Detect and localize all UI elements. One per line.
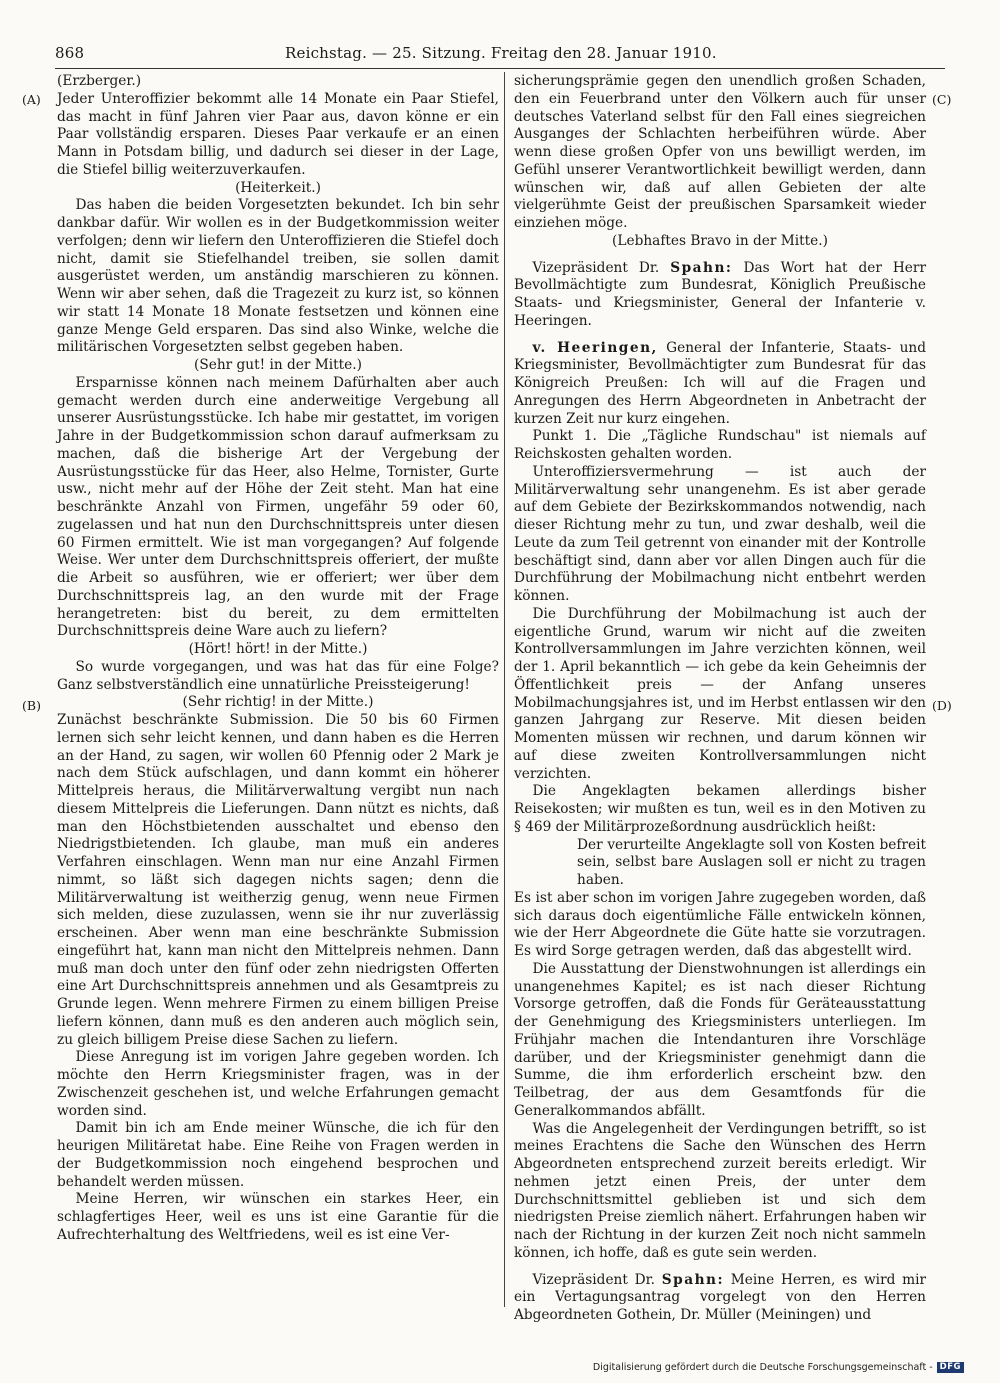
- speaker-label: (Erzberger.): [57, 73, 142, 89]
- left-column: [57, 73, 499, 1245]
- reaction: (Hört! hört! in der Mitte.): [188, 641, 368, 657]
- quotation: Der verurteilte Angeklagte soll von Kosten befreit sein, selbst bare Auslagen soll er nicht zu tragen haben.: [577, 836, 926, 888]
- paragraph: Unteroffiziersvermehrung — ist auch der Militärverwaltung sehr unangenehm. Es ist aber gerade auf dem Gebiete der Bezirkskommandos notwendig, nach dieser Richtung mehr zu tun, und zwar deshalb, weil die Leute da zum Teil getrennt von einander mit der Kontrolle beschäftigt sind, dann aber vor allen Dingen auch für die Durchführung der Mobilmachung nicht entbehrt werden können.: [514, 463, 926, 604]
- speaker-name: v. Heeringen,: [532, 339, 658, 356]
- speaker-title: Vizepräsident Dr.: [532, 259, 660, 276]
- paragraph: Damit bin ich am Ende meiner Wünsche, die ich für den heurigen Militäretat habe. Eine Reihe von Fragen werden in der Budgetkommission noch eingehend besprochen und behandelt werden müssen.: [57, 1120, 499, 1190]
- margin-marker-a: (A): [22, 92, 41, 107]
- speaker-text: Meine Herren, es wird mir ein Vertagungsantrag vorgelegt von den Herren Abgeordneten Gothein, Dr. Müller (Meiningen) und: [514, 1271, 927, 1323]
- speaker-paragraph: [514, 1272, 926, 1325]
- speaker-paragraph: [514, 260, 926, 331]
- page-number: 868: [55, 44, 85, 62]
- speaker-title: Vizepräsident Dr.: [532, 1271, 655, 1288]
- header-rule: [55, 68, 945, 69]
- speaker-name: Spahn:: [670, 259, 733, 276]
- paragraph: Es ist aber schon im vorigen Jahre zugegeben worden, daß sich daraus doch eigentümliche Fälle entwickeln können, wie der Herr Abgeordnete die Güte hatte sie vorzutragen. Es wird Sorge getragen werden, daß das abgestellt wird.: [514, 889, 926, 959]
- paragraph: Ersparnisse können nach meinem Dafürhalten aber auch gemacht werden durch eine anderweitige Vergebung all unserer Ausrüstungsstücke. Ich habe mir gestattet, im vorigen Jahre in der Budgetkommission schon darauf aufmerksam zu machen, daß die bisherige Art der Vergebung der Ausrüstungsstücke für das Heer, also Helme, Tornister, Gurte usw., nicht mehr auf der Höhe der Zeit steht. Man hat eine beschränkte Anzahl von Firmen, ungefähr 59 oder 60, zugelassen und hat nun den Durchschnittspreis unter diesen 60 Firmen ermittelt. Wie ist man vorgegangen? Auf folgende Weise. Wer unter dem Durchschnittspreis offeriert, der mußte die Arbeit so ausführen, wie er offeriert; wer über dem Durchschnittspreis lag, an den wurde mit der Frage herangetreten: bist du bereit, zu dem ermittelten Durchschnittspreis deine Ware auch zu liefern?: [57, 374, 499, 640]
- speaker-paragraph: [514, 340, 926, 429]
- digitization-footer: [593, 1362, 964, 1373]
- reaction: (Sehr richtig! in der Mitte.): [182, 694, 374, 711]
- margin-marker-d: (D): [932, 698, 952, 713]
- paragraph: Die Durchführung der Mobilmachung ist auch der eigentliche Grund, warum wir nicht auf die zweiten Kontrollversammlungen im Jahre verzichten können, weil der 1. April bekanntlich — ich gebe da kein Geheimnis der Öffentlichkeit preis — der Anfang unseres Mobilmachungsjahres ist, und im Herbst entlassen wir den ganzen Jahrgang zur Reserve. Mit diesen beiden Momenten müssen wir rechnen, und darum können wir auf diese zweiten Kontrollversammlungen nicht verzichten.: [514, 605, 926, 782]
- paragraph: Punkt 1. Die „Tägliche Rundschau" ist niemals auf Reichskosten gehalten worden.: [514, 428, 926, 462]
- paragraph: Die Ausstattung der Dienstwohnungen ist allerdings ein unangenehmes Kapitel; es ist nach dieser Richtung Vorsorge getroffen, daß die Fonds für Geräteausstattung der Genehmigung des Kriegsministers unterliegen. Im Frühjahr machen die Intendanturen ihre Vorschläge darüber, und der Kriegsminister genehmigt dann die Summe, die ihm erforderlich erscheint bzw. den Teilbetrag, der aus dem Gesamtfonds für die Generalkommandos abfällt.: [514, 960, 926, 1119]
- paragraph: Zunächst beschränkte Submission. Die 50 bis 60 Firmen lernen sich sehr leicht kennen, und dann haben es die Herren an der Hand, zu sagen, wir wollen 60 Pfennig oder 2 Mark je nach dem Stück aufschlagen, und dann kommt ein höherer Mittelpreis heraus, die Militärverwaltung vergibt nun nach diesem Mittelpreis die Lieferungen. Dann nützt es nichts, daß man den Höchstbietenden ausschaltet und ebenso den Niedrigstbietenden. Ich glaube, man muß ein anderes Verfahren einschlagen. Wenn man nur eine Anzahl Firmen nimmt, so läßt sich dagegen nichts sagen; denn die Militärverwaltung ist weitherzig genug, wenn neue Firmen sich melden, diese zuzulassen, wenn sie ihr nur zuverlässig erscheinen. Aber wenn man eine beschränkte Submission eingeführt hat, kann man nicht den Mittelpreis nehmen. Dann muß man doch unter den fünf oder zehn niedrigsten Offerten eine Art Durchschnittspreis annehmen und als Gesamtpreis zu Grunde legen. Wenn mehrere Firmen zu einem billigen Preise liefern können, dann muß es den anderen auch möglich sein, zu gleich billigem Preise diese Sachen zu liefern.: [57, 712, 499, 1048]
- reaction: (Sehr gut! in der Mitte.): [194, 357, 362, 373]
- paragraph: Jeder Unteroffizier bekommt alle 14 Monate ein Paar Stiefel, das macht in fünf Jahren vier Paar aus, davon könne er ein Paar vollständig ersparen. Dieses Paar verkaufe er an einen Mann in Potsdam billig, und dadurch sei dieser in der Lage, die Stiefel billig weiterzuverkaufen.: [57, 90, 499, 178]
- speaker-text: General der Infanterie, Staats- und Kriegsminister, Bevollmächtigter zum Bundesrat für das Königreich Preußen: Ich will auf die Fragen und Anregungen des Herrn Abgeordneten in Anbetracht der kurzen Zeit nur kurz eingehen.: [514, 339, 926, 427]
- paragraph: Das haben die beiden Vorgesetzten bekundet. Ich bin sehr dankbar dafür. Wir wollen es in der Budgetkommission weiter verfolgen; denn wir liefern den Unteroffizieren die Stiefel doch nicht, damit sie Stiefelhandel treiben, sie sollen damit ausgerüstet werden, um anständig marschieren zu können. Wenn wir aber sehen, daß die Tragezeit zu kurz ist, so können wir statt 14 Monate 18 Monate festsetzen und können eine ganze Menge Geld ersparen. Das sind also Winke, welche die militärischen Vorgesetzten selbst gegeben haben.: [57, 197, 499, 356]
- dfg-logo: DFG: [937, 1362, 964, 1373]
- paragraph: So wurde vorgegangen, und was hat das für eine Folge? Ganz selbstverständlich eine unnatürliche Preissteigerung!: [57, 658, 499, 693]
- margin-marker-b: (B): [22, 698, 41, 713]
- right-column: [514, 73, 926, 1325]
- paragraph: Was die Angelegenheit der Verdingungen betrifft, so ist meines Erachtens die Sache den Wünschen des Herrn Abgeordneten entsprechend zurzeit bereits erledigt. Wir nehmen jetzt einen Preis, der unter dem Durchschnittsmittel geblieben ist und sich dem niedrigsten Preise ziemlich nähert. Erfahrungen haben wir nach der Richtung in der kurzen Zeit noch nicht sammeln können, ich hoffe, daß es gute sein werden.: [514, 1120, 926, 1261]
- speaker-text: Das Wort hat der Herr Bevollmächtigte zum Bundesrat, Königlich Preußische Staats- und Kriegsminister, General der Infanterie v. Heeringen.: [514, 259, 926, 329]
- paragraph: Meine Herren, wir wünschen ein starkes Heer, ein schlagfertiges Heer, weil es uns ist eine Garantie für die Aufrechterhaltung des Weltfriedens, weil es ist eine Ver-: [57, 1191, 499, 1243]
- margin-marker-c: (C): [932, 92, 952, 107]
- paragraph: Diese Anregung ist im vorigen Jahre gegeben worden. Ich möchte den Herrn Kriegsminister fragen, was in der Zwischenzeit geschehen ist, und welche Erfahrungen gemacht worden sind.: [57, 1049, 499, 1119]
- reaction: (Heiterkeit.): [235, 179, 321, 196]
- footer-text: Digitalisierung gefördert durch die Deutsche Forschungsgemeinschaft -: [592, 1362, 933, 1373]
- reaction: (Lebhaftes Bravo in der Mitte.): [612, 232, 828, 249]
- column-divider: [504, 72, 505, 1307]
- speaker-name: Spahn:: [661, 1271, 725, 1288]
- paragraph: sicherungsprämie gegen den unendlich großen Schaden, den ein Feuerbrand unter den Völkern auch für unser deutsches Vaterland selbst für den Fall eines siegreichen Ausganges der Schlachten herbeiführen würde. Aber wenn diese großen Opfer von uns bewilligt werden, im Gefühl unserer Verantwortlichkeit bewilligt werden, dann wünschen wir, daß auf allen Gebieten der alte vielgerühmte Geist der preußischen Sparsamkeit wieder einziehen möge.: [514, 73, 926, 231]
- running-title: Reichstag. — 25. Sitzung. Freitag den 28. Januar 1910.: [285, 44, 717, 62]
- paragraph: Die Angeklagten bekamen allerdings bisher Reisekosten; wir mußten es tun, weil es in den Motiven zu § 469 der Militärprozeßordnung ausdrücklich heißt:: [514, 783, 926, 835]
- page-header: [55, 44, 945, 68]
